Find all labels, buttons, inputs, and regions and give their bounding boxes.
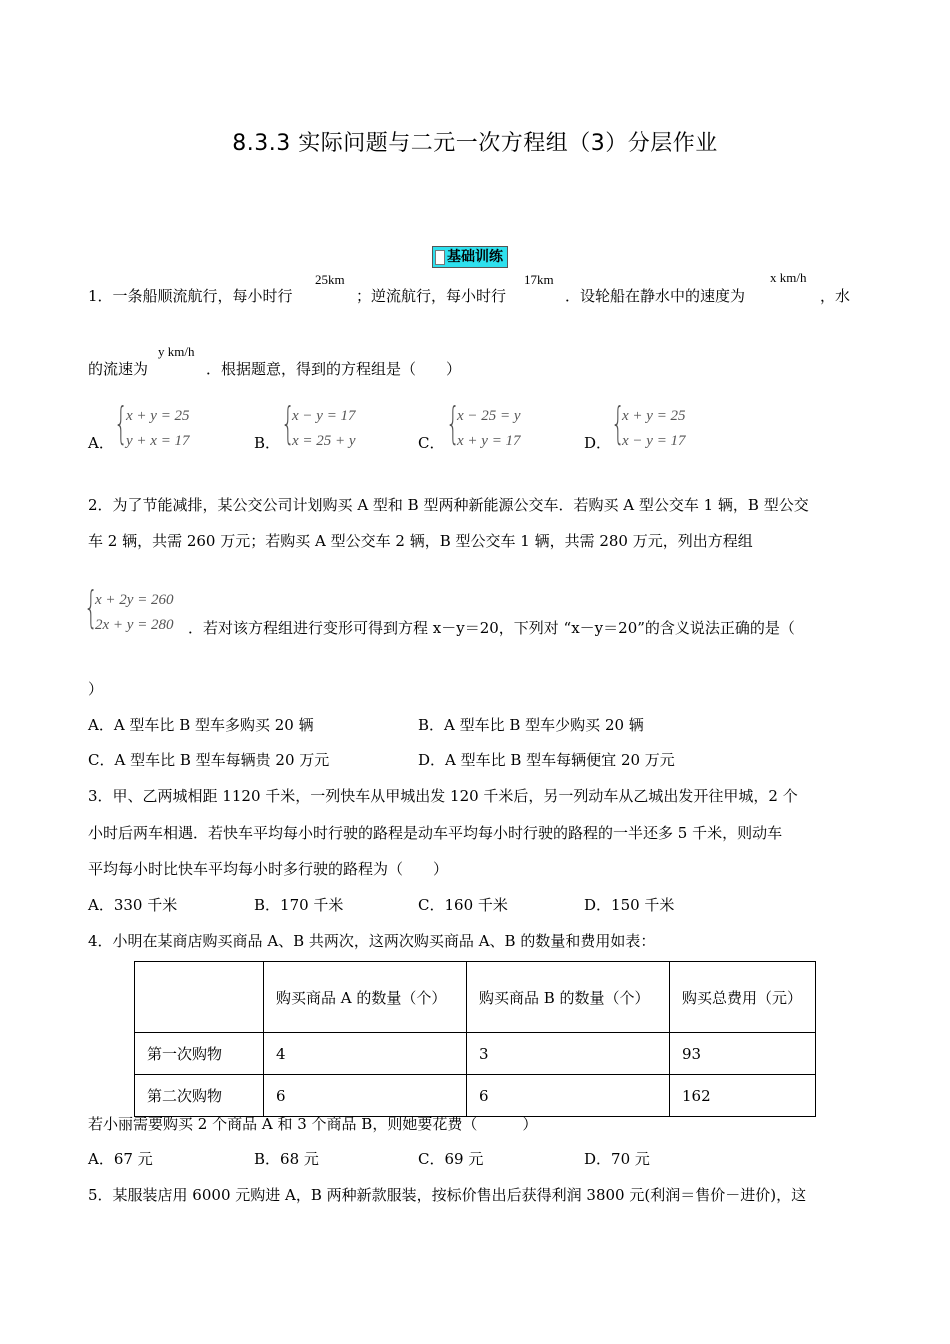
q1-text: ；逆流航行，每小时行 [356,287,507,305]
brace-icon: { [281,398,295,449]
q1-option-a-label: A． [88,434,114,452]
q1-text: ．设轮船在静水中的速度为 [565,287,746,305]
table-cell: 6 [467,1075,670,1117]
q3-option-a: A．330 千米 [88,896,178,914]
q1-option-b-label: B． [254,434,281,452]
q3-option-d: D．150 千米 [584,896,675,914]
q2-eq2: 2x + y = 280 [95,617,174,633]
q2-eq1: x + 2y = 260 [95,592,174,608]
table-cell: 93 [670,1033,816,1075]
brace-icon: { [446,398,460,449]
q2-line2: 车 2 辆，共需 260 万元；若购买 A 型公交车 2 辆，B 型公交车 1 辆，共需 280 万元，列出方程组 [88,532,753,550]
q1-option-b-eq1: x − y = 17 [292,408,356,424]
table-header-cell [135,962,264,1033]
q2-option-d: D．A 型车比 B 型车每辆便宜 20 万元 [418,751,675,769]
q4-option-c: C．69 元 [418,1150,484,1168]
table-row [135,1033,816,1075]
q1-option-c-eq1: x − 25 = y [457,408,521,424]
page-title: 8.3.3 实际问题与二元一次方程组（3）分层作业 [232,131,718,156]
q4-option-b: B．68 元 [254,1150,319,1168]
q3-option-b: B．170 千米 [254,896,344,914]
q1-line1 [88,285,293,306]
section-heading: 基础训练 [432,246,508,268]
q1-option-d-eq2: x − y = 17 [622,433,686,449]
q2-option-b: B．A 型车比 B 型车少购买 20 辆 [418,716,644,734]
q3-line3: 平均每小时比快车平均每小时多行驶的路程为（ ） [88,860,449,878]
table-cell: 第一次购物 [135,1033,264,1075]
q2-line1: 2．为了节能减排，某公交公司计划购买 A 型和 B 型两种新能源公交车．若购买 A 型公交车 1 辆，B 型公交 [88,496,809,514]
table-cell: 3 [467,1033,670,1075]
q3-line1: 3．甲、乙两城相距 1120 千米，一列快车从甲城出发 120 千米后，另一列动车从乙城出发开往甲城，2 个 [88,787,798,805]
table-header-cell: 购买商品 B 的数量（个） [467,962,670,1033]
q1-unit-upstream: 17km [524,272,554,287]
table-cell: 6 [264,1075,467,1117]
q4-question: 若小丽需要购买 2 个商品 A 和 3 个商品 B，则她要花费（ ） [88,1115,538,1133]
q1-text: ．根据题意，得到的方程组是（ ） [206,360,462,378]
q4-intro: 4．小明在某商店购买商品 A、B 共两次，这两次购买商品 A、B 的数量和费用如表： [88,932,656,950]
q1-text: ，水 [820,287,851,305]
brace-icon: { [84,582,98,633]
table-header-cell: 购买总费用（元） [670,962,816,1033]
table-cell: 第二次购物 [135,1075,264,1117]
table-cell: 4 [264,1033,467,1075]
q2-line4: ） [88,680,104,698]
purchase-table [134,961,816,1117]
table-row [135,1075,816,1117]
q1-option-d-label: D． [584,434,612,452]
q1-option-a-eq1: x + y = 25 [126,408,190,424]
q4-option-d: D．70 元 [584,1150,650,1168]
q3-option-c: C．160 千米 [418,896,508,914]
q3-line2: 小时后两车相遇．若快车平均每小时行驶的路程是动车平均每小时行驶的路程的一半还多 5 千米，则动车 [88,824,783,842]
q1-option-c-label: C． [418,434,445,452]
table-cell: 162 [670,1075,816,1117]
brace-icon: { [611,398,625,449]
q1-option-c-eq2: x + y = 17 [457,433,521,449]
q2-option-a: A．A 型车比 B 型车多购买 20 辆 [88,716,314,734]
q1-option-a-eq2: y + x = 17 [126,433,190,449]
q1-unit-downstream: 25km [315,272,345,287]
q1-option-d-eq1: x + y = 25 [622,408,686,424]
brace-icon: { [114,398,128,449]
table-header-cell: 购买商品 A 的数量（个） [264,962,467,1033]
q1-option-b-eq2: x = 25 + y [292,433,356,449]
table-header-row [135,962,816,1033]
q1-unit-water-speed: y km/h [158,344,195,359]
q4-option-a: A．67 元 [88,1150,153,1168]
q2-option-c: C．A 型车比 B 型车每辆贵 20 万元 [88,751,330,769]
q1-text: 1．一条船顺流航行，每小时行 [88,287,293,305]
q2-line3: ．若对该方程组进行变形可得到方程 x－y＝20，下列对 “x－y＝20”的含义说法正确的是（ [188,619,795,637]
q1-unit-boat-speed: x km/h [770,270,807,285]
q1-text: 的流速为 [88,360,149,378]
q5-line1: 5．某服装店用 6000 元购进 A，B 两种新款服装，按标价售出后获得利润 3800 元(利润＝售价－进价)，这 [88,1186,807,1204]
